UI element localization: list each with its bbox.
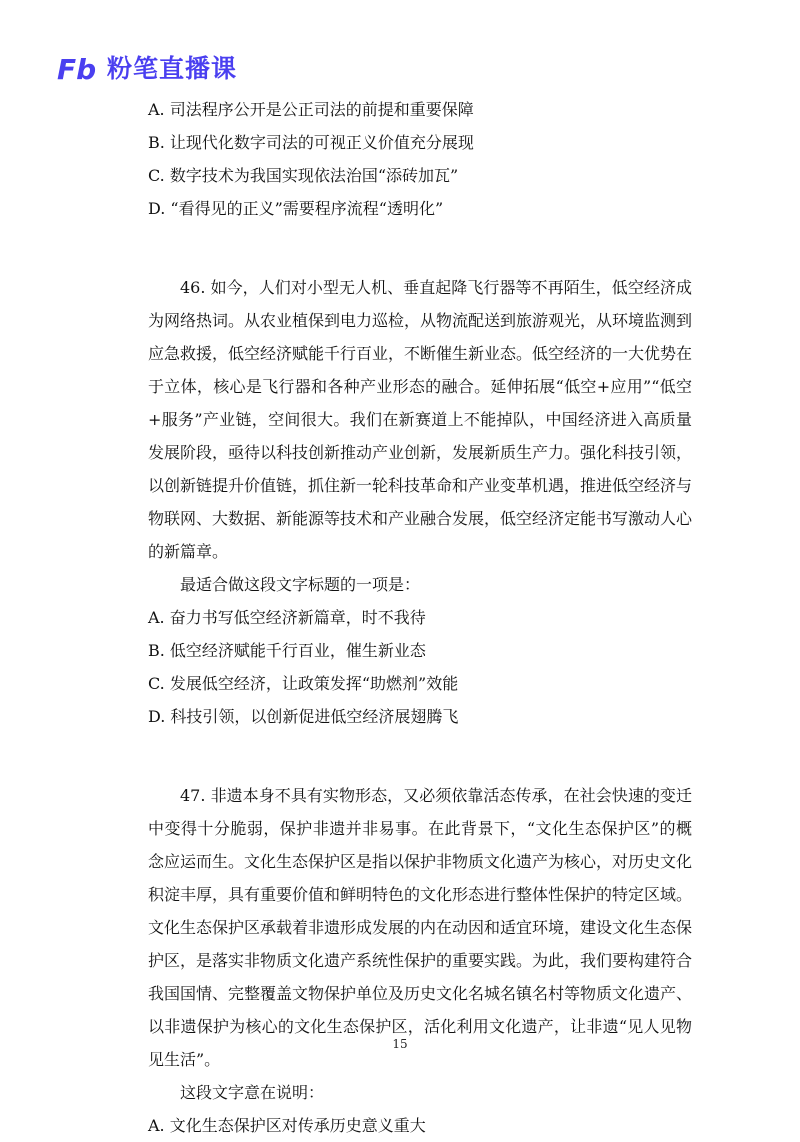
option-c: C. 发展低空经济，让政策发挥“助燃剂”效能 — [148, 674, 459, 693]
question-45-options — [148, 93, 692, 225]
spacer — [148, 733, 692, 779]
option-a: A. 文化生态保护区对传承历史意义重大 — [148, 1116, 426, 1135]
fenbi-logo-icon — [57, 52, 101, 86]
option-a: A. 奋力书写低空经济新篇章，时不我待 — [148, 608, 426, 627]
svg-text:Fb: Fb — [57, 53, 97, 86]
option-b: B. 让现代化数字司法的可视正义价值充分展现 — [148, 133, 474, 152]
question-46 — [148, 271, 692, 733]
question-47 — [148, 779, 692, 1142]
question-stem: 最适合做这段文字标题的一项是： — [180, 575, 421, 594]
document-body — [148, 93, 692, 1142]
option-d: D. 科技引领，以创新促进低空经济展翅腾飞 — [148, 707, 459, 726]
option-b: B. 低空经济赋能千行百业，催生新业态 — [148, 641, 426, 660]
option-c: C. 数字技术为我国实现依法治国“添砖加瓦” — [148, 166, 459, 185]
option-a: A. 司法程序公开是公正司法的前提和重要保障 — [148, 100, 474, 119]
brand-name: 粉笔直播课 — [107, 54, 238, 83]
option-d: D. “看得见的正义”需要程序流程“透明化” — [148, 199, 444, 218]
question-passage: 47. 非遗本身不具有实物形态，又必须依靠活态传承，在社会快速的变迁中变得十分脆弱，保护非遗并非易事。在此背景下，“文化生态保护区”的概念应运而生。文化生态保护区是指以保护非物质文化遗产为核心，对历史文化积淀丰厚，具有重要价值和鲜明特色的文化形态进行整体性保护的特定区域。文化生态保护区承载着非遗形成发展的内在动因和适宜环境，建设文化生态保护区，是落实非物质文化遗产系统性保护的重要实践。为此，我们要构建符合我国国情、完整覆盖文物保护单位及历史文化名城名镇名村等物质文化遗产、以非遗保护为核心的文化生态保护区，活化利用文化遗产，让非遗“见人见物见生活”。 — [148, 786, 693, 1069]
spacer — [148, 225, 692, 271]
brand-logo — [57, 52, 237, 86]
page-number: 15 — [392, 1037, 408, 1051]
question-stem: 这段文字意在说明： — [180, 1083, 325, 1102]
question-passage: 46. 如今，人们对小型无人机、垂直起降飞行器等不再陌生，低空经济成为网络热词。从农业植保到电力巡检，从物流配送到旅游观光，从环境监测到应急救援，低空经济赋能千行百业，不断催生新业态。低空经济的一大优势在于立体，核心是飞行器和各种产业形态的融合。延伸拓展“低空+应用”“低空+服务”产业链，空间很大。我们在新赛道上不能掉队，中国经济进入高质量发展阶段，亟待以科技创新推动产业创新，发展新质生产力。强化科技引领，以创新链提升价值链，抓住新一轮科技革命和产业变革机遇，推进低空经济与物联网、大数据、新能源等技术和产业融合发展，低空经济定能书写激动人心的新篇章。 — [148, 278, 693, 561]
